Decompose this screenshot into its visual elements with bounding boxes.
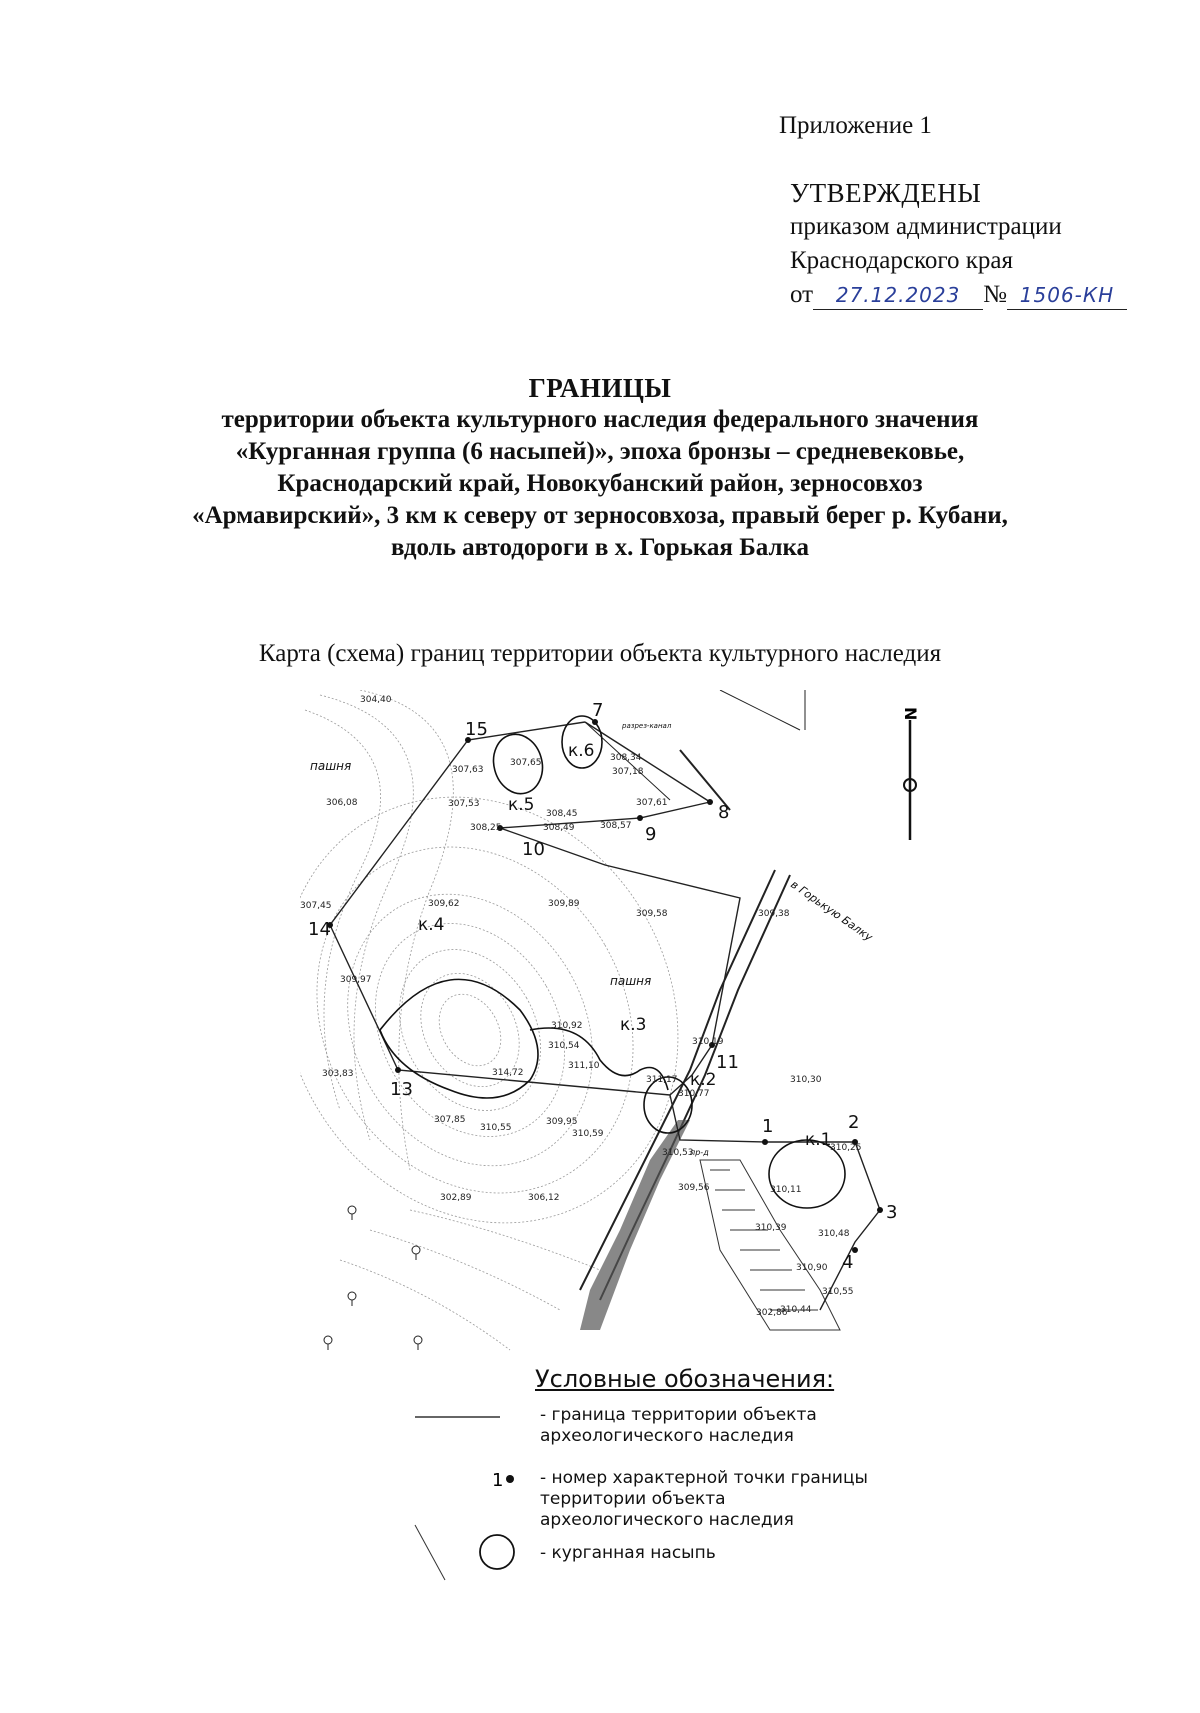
svg-text:310,39: 310,39 — [755, 1223, 787, 1233]
svg-text:308,45: 308,45 — [546, 809, 578, 819]
svg-text:310,77: 310,77 — [678, 1089, 710, 1099]
mound-label-3: к.3 — [620, 1015, 647, 1035]
title-line-3: Краснодарский край, Новокубанский район, зерносовхоз — [277, 470, 923, 497]
mound-label-2: к.2 — [690, 1070, 717, 1090]
svg-text:307,65: 307,65 — [510, 758, 542, 768]
svg-text:310,54: 310,54 — [548, 1041, 580, 1051]
svg-text:307,63: 307,63 — [452, 765, 484, 775]
number-prefix: № — [983, 281, 1007, 308]
title-main: ГРАНИЦЫ — [528, 373, 672, 403]
approval-block — [790, 176, 1127, 312]
svg-text:309,95: 309,95 — [546, 1117, 578, 1127]
svg-text:310,19: 310,19 — [692, 1037, 724, 1047]
legend-hatch-line — [415, 1525, 445, 1580]
heritage-boundary-west — [330, 722, 670, 1095]
point-label-4: 4 — [842, 1252, 854, 1273]
svg-text:310,25: 310,25 — [830, 1143, 862, 1153]
svg-text:310,53: 310,53 — [662, 1148, 694, 1158]
svg-text:310,92: 310,92 — [551, 1021, 583, 1031]
svg-text:306,12: 306,12 — [528, 1193, 560, 1203]
order-date-number-line — [790, 278, 1127, 312]
svg-text:310,55: 310,55 — [822, 1287, 854, 1297]
boundary-map — [300, 690, 1020, 1370]
svg-text:310,59: 310,59 — [572, 1129, 604, 1139]
approved-by-line: приказом администрации — [790, 213, 1062, 240]
mound-label-1: к.1 — [805, 1130, 832, 1150]
creek-label: пр-д — [690, 1148, 709, 1157]
title-line-5: вдоль автодороги в х. Горькая Балка — [390, 534, 810, 561]
approved-heading: УТВЕРЖДЕНЫ — [790, 178, 982, 208]
order-number: 1506-КН — [1007, 281, 1127, 310]
point-label-8: 8 — [718, 802, 730, 823]
svg-text:303,83: 303,83 — [322, 1069, 354, 1079]
mound-label-5: к.5 — [508, 795, 535, 815]
mounds — [380, 716, 845, 1208]
svg-text:307,18: 307,18 — [612, 767, 644, 777]
svg-text:311,10: 311,10 — [568, 1061, 600, 1071]
svg-text:307,61: 307,61 — [636, 798, 668, 808]
approved-authority-line: Краснодарского края — [790, 247, 1013, 274]
point-label-15: 15 — [465, 719, 488, 740]
north-label: N — [901, 707, 920, 721]
point-label-9: 9 — [645, 824, 657, 845]
legend-point-dot — [506, 1475, 514, 1483]
legend-symbols — [410, 1405, 530, 1605]
map-caption: Карта (схема) границ территории объекта культурного наследия — [258, 640, 942, 667]
legend-mound-circle-icon — [480, 1535, 514, 1569]
svg-text:306,08: 306,08 — [326, 798, 358, 808]
tree-symbols — [324, 1206, 422, 1350]
mound-label-4: к.4 — [418, 915, 445, 935]
svg-text:302,86: 302,86 — [756, 1308, 788, 1318]
svg-text:308,25: 308,25 — [470, 823, 502, 833]
document-title — [120, 372, 1080, 564]
point-label-1: 1 — [762, 1116, 774, 1137]
point-label-2: 2 — [848, 1112, 860, 1133]
legend-title: Условные обозначения: — [535, 1365, 835, 1393]
legend-mound: - курганная насыпь — [540, 1543, 716, 1563]
svg-text:307,45: 307,45 — [300, 901, 332, 911]
svg-text:308,49: 308,49 — [543, 823, 575, 833]
road — [580, 690, 840, 1330]
svg-text:308,57: 308,57 — [600, 821, 632, 831]
svg-text:310,90: 310,90 — [796, 1263, 828, 1273]
point-label-3: 3 — [886, 1202, 898, 1223]
legend-point: - номер характерной точки границы территории объекта археологического наследия — [540, 1468, 868, 1530]
legend-point-number: 1 — [492, 1470, 504, 1491]
appendix-number: Приложение 1 — [779, 112, 932, 139]
svg-text:309,97: 309,97 — [340, 975, 372, 985]
point-label-10: 10 — [522, 839, 545, 860]
svg-text:302,89: 302,89 — [440, 1193, 472, 1203]
point-label-11: 11 — [716, 1052, 739, 1073]
from-prefix: от — [790, 281, 814, 308]
svg-text:309,56: 309,56 — [678, 1183, 710, 1193]
svg-text:309,62: 309,62 — [428, 899, 460, 909]
legend-boundary: - граница территории объекта археологического наследия — [540, 1405, 817, 1446]
svg-text:309,89: 309,89 — [548, 899, 580, 909]
title-line-4: «Армавирский», 3 км к северу от зерносовхоза, правый берег р. Кубани, — [192, 502, 1008, 529]
svg-text:310,44: 310,44 — [780, 1305, 812, 1315]
svg-text:308,34: 308,34 — [610, 753, 642, 763]
point-label-13: 13 — [390, 1079, 413, 1100]
svg-text:310,55: 310,55 — [480, 1123, 512, 1133]
svg-text:311,17: 311,17 — [646, 1075, 678, 1085]
road-direction-label: в Горькую Балку — [788, 877, 875, 944]
svg-text:310,11: 310,11 — [770, 1185, 802, 1195]
ditch-label: разрез-канал — [622, 722, 672, 730]
north-arrow-icon — [901, 707, 920, 840]
title-line-2: «Курганная группа (6 насыпей)», эпоха бронзы – средневековье, — [235, 438, 965, 465]
mound-label-6: к.6 — [568, 741, 595, 761]
svg-text:304,40: 304,40 — [360, 695, 392, 705]
svg-text:309,38: 309,38 — [758, 909, 790, 919]
field-label-center: пашня — [610, 974, 652, 988]
svg-text:310,30: 310,30 — [790, 1075, 822, 1085]
elevation-marks — [300, 695, 862, 1318]
order-date: 27.12.2023 — [813, 281, 983, 310]
boundary-points — [327, 719, 883, 1253]
point-label-7: 7 — [592, 700, 604, 721]
svg-text:310,48: 310,48 — [818, 1229, 850, 1239]
svg-text:307,85: 307,85 — [434, 1115, 466, 1125]
svg-text:307,53: 307,53 — [448, 799, 480, 809]
field-label-west: пашня — [310, 759, 352, 773]
point-label-14: 14 — [308, 919, 331, 940]
title-line-1: территории объекта культурного наследия федерального значения — [221, 406, 979, 433]
mound-2 — [644, 1077, 692, 1133]
svg-text:314,72: 314,72 — [492, 1068, 524, 1078]
svg-text:309,58: 309,58 — [636, 909, 668, 919]
